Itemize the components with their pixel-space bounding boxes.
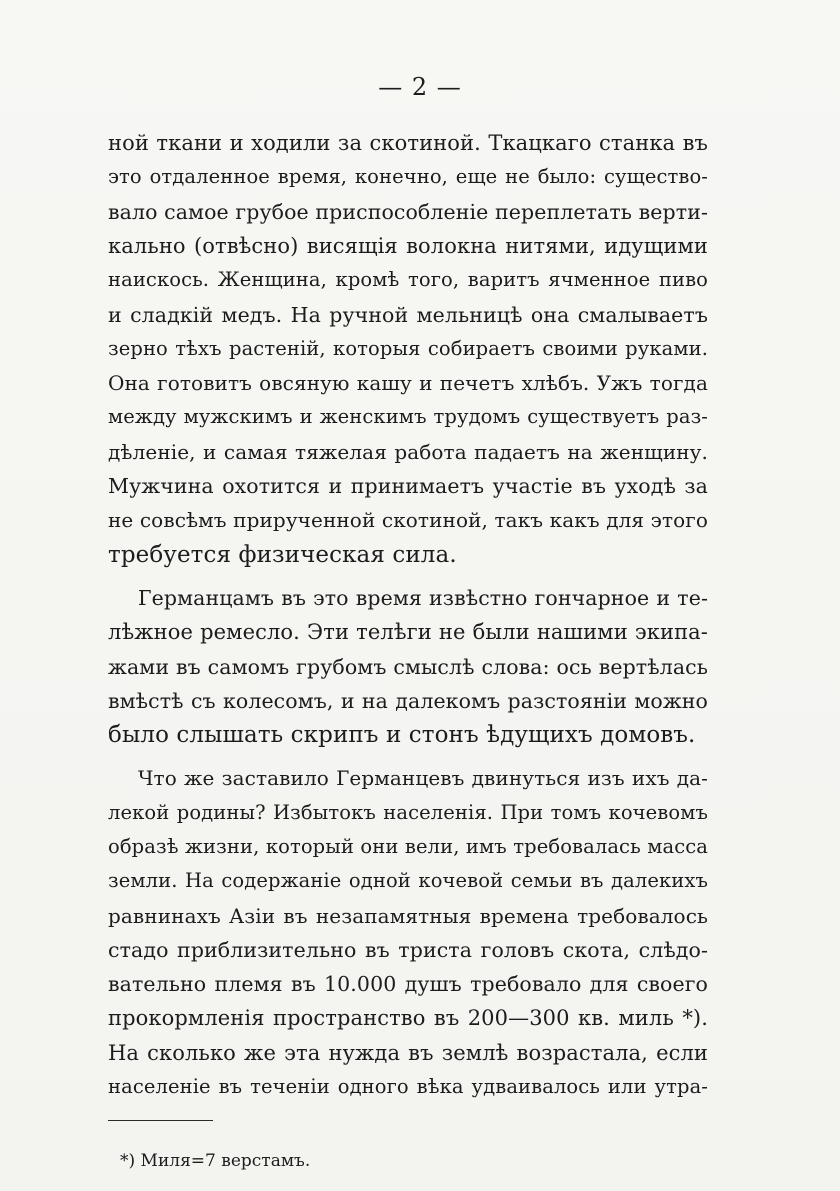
text-line-19: Что же заставило Германцевъ двинуться изъ ихъ да-	[138, 766, 708, 790]
text-line-17: вмѣстѣ съ колесомъ, и на далекомъ разстояніи можно	[108, 689, 708, 713]
text-line-8: Она готовитъ овсяную кашу и печетъ хлѣбъ. Ужъ тогда	[108, 371, 708, 395]
text-line-21: образѣ жизни, который они вели, имъ требовалась масса	[108, 835, 708, 858]
page-number: — 2 —	[378, 73, 462, 101]
text-line-15: лѣжное ремесло. Эти телѣги не были нашими экипа-	[108, 620, 708, 644]
text-line-26: прокормленія пространство въ 200—300 кв. миль *).	[108, 1006, 708, 1030]
text-line-6: и сладкій медъ. На ручной мельницѣ она смалываетъ	[108, 303, 708, 327]
text-line-24: стадо приблизительно въ триста головъ скота, слѣдо-	[108, 938, 708, 962]
text-line-27: На сколько же эта нужда въ землѣ возрастала, если	[108, 1041, 708, 1065]
text-line-1: ной ткани и ходили за скотиной. Ткацкаго станка въ	[108, 131, 708, 155]
text-line-16: жами въ самомъ грубомъ смыслѣ слова: ось вертѣлась	[108, 655, 708, 679]
text-line-9: между мужскимъ и женскимъ трудомъ существуетъ раз-	[108, 405, 708, 428]
text-line-22: земли. На содержаніе одной кочевой семьи въ далекихъ	[108, 869, 708, 892]
text-line-13: требуется физическая сила.	[108, 542, 457, 568]
footnote: *) Миля=7 верстамъ.	[120, 1151, 311, 1171]
text-line-12: не совсѣмъ прирученной скотиной, такъ какъ для этого	[108, 508, 708, 532]
text-line-7: зерно тѣхъ растеній, которыя собираетъ своими руками.	[108, 337, 708, 360]
text-line-20: лекой родины? Избытокъ населенія. При томъ кочевомъ	[108, 801, 708, 824]
text-line-10: дѣленіе, и самая тяжелая работа падаетъ на женщину.	[108, 440, 708, 464]
text-line-11: Мужчина охотится и принимаетъ участіе въ уходѣ за	[108, 474, 708, 498]
text-line-3: вало самое грубое приспособленіе переплетать верти-	[108, 200, 708, 224]
text-line-25: вательно племя въ 10.000 душъ требовало для своего	[108, 972, 708, 996]
text-line-2: это отдаленное время, конечно, еще не было: существо-	[108, 165, 708, 188]
text-line-18: было слышать скрипъ и стонъ ѣдущихъ домовъ.	[108, 722, 696, 748]
text-line-5: наискось. Женщина, кромѣ того, варитъ ячменное пиво	[108, 268, 708, 291]
text-line-14: Германцамъ въ это время извѣстно гончарное и те-	[138, 586, 708, 610]
footnote-rule	[108, 1120, 213, 1121]
text-line-23: равнинахъ Азіи въ незапамятныя времена требовалось	[108, 904, 708, 928]
text-line-4: кально (отвѣсно) висящія волокна нитями, идущими	[108, 234, 708, 258]
text-line-28: населеніе въ теченіи одного вѣка удваивалось или утра-	[108, 1075, 708, 1098]
